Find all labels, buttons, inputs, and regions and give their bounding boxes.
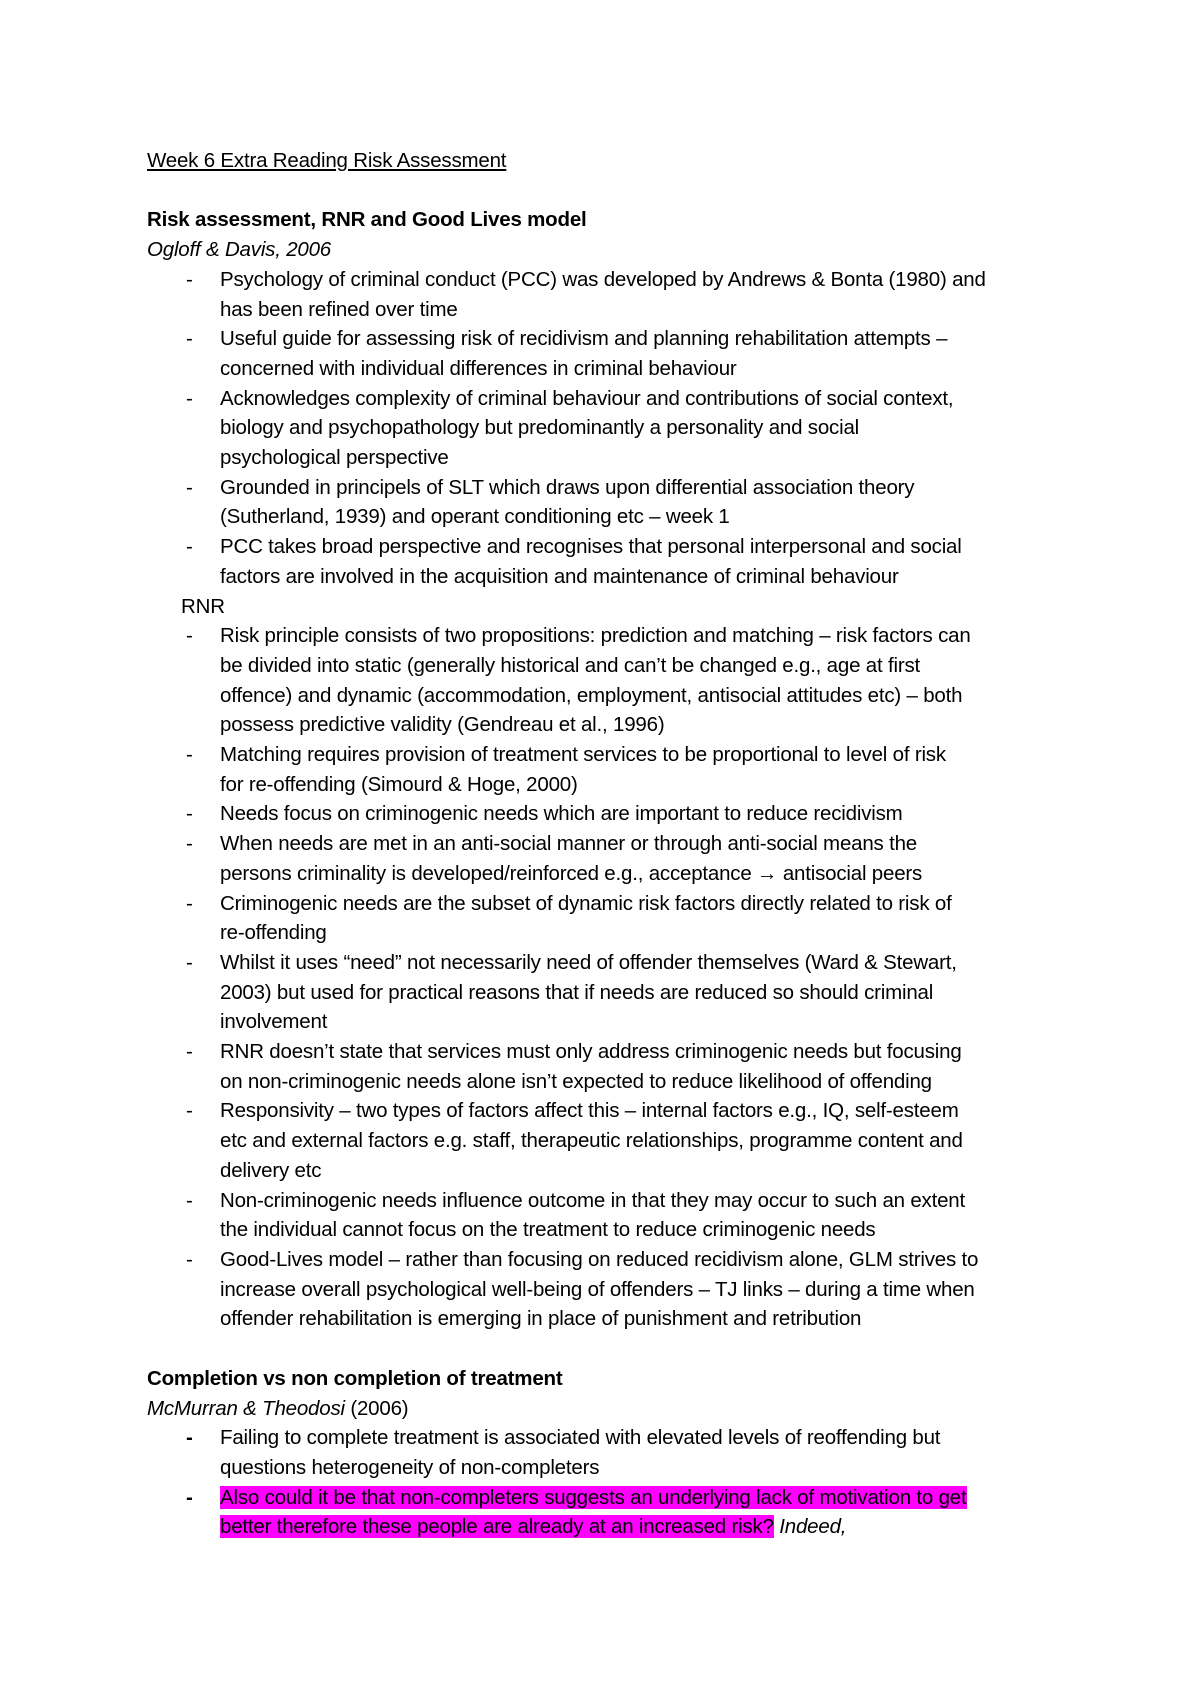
section-completion-treatment	[147, 1364, 1067, 1542]
section-heading: Completion vs non completion of treatment	[147, 1366, 563, 1390]
bullet-line: re-offending	[220, 921, 327, 945]
list-item	[147, 740, 1067, 799]
bullet-line: - Risk principle consists of two propositions: prediction and matching – risk factors can	[220, 624, 971, 648]
bullet-line	[220, 1483, 1067, 1513]
bullet-line: involvement	[220, 1010, 328, 1034]
document-title: Week 6 Extra Reading Risk Assessment	[147, 149, 507, 172]
bullet-line: possess predictive validity (Gendreau et al., 1996)	[220, 713, 665, 737]
bullet-line: - RNR doesn’t state that services must only address criminogenic needs but focusing	[220, 1040, 962, 1064]
citation	[147, 1394, 1067, 1424]
document-body	[147, 146, 1067, 1542]
bullet-line: psychological perspective	[220, 446, 449, 470]
citation-author: McMurran & Theodosi	[147, 1396, 345, 1420]
paragraph-spacer	[147, 1334, 1067, 1364]
bullet-line: - Grounded in principels of SLT which draws upon differential association theory	[220, 475, 915, 499]
bullet-line: - Good-Lives model – rather than focusing on reduced recidivism alone, GLM strives to	[220, 1248, 979, 1271]
bullet-line: - Failing to complete treatment is associated with elevated levels of reoffending but	[220, 1426, 941, 1450]
bullet-line: for re-offending (Simourd & Hoge, 2000)	[220, 772, 578, 796]
list-item	[147, 265, 1067, 324]
bullet-line: - When needs are met in an anti-social manner or through anti-social means the	[220, 832, 917, 856]
list-item	[147, 532, 1067, 591]
bullet-line: (Sutherland, 1939) and operant conditioning etc – week 1	[220, 505, 730, 529]
bullet-line: - Criminogenic needs are the subset of dynamic risk factors directly related to risk of	[220, 891, 952, 915]
bullet-line: has been refined over time	[220, 297, 458, 321]
bullet-line: - Non-criminogenic needs influence outcome in that they may occur to such an extent	[220, 1188, 965, 1212]
list-item	[147, 1245, 1067, 1334]
bullet-line: increase overall psychological well-being of offenders – TJ links – during a time when	[220, 1277, 975, 1301]
list-item	[147, 1483, 1067, 1542]
bullet-line: offence) and dynamic (accommodation, employment, antisocial attitudes etc) – both	[220, 683, 963, 707]
citation-year: (2006)	[344, 1396, 409, 1420]
list-item	[147, 473, 1067, 532]
rnr-bullet-list	[147, 621, 1067, 1334]
bullet-line: - Responsivity – two types of factors affect this – internal factors e.g., IQ, self-esteem	[220, 1099, 959, 1123]
bullet-line: delivery etc	[220, 1158, 322, 1182]
bullet-line: questions heterogeneity of non-completers	[220, 1455, 600, 1479]
list-item	[147, 1186, 1067, 1245]
bullet-line: be divided into static (generally historical and can’t be changed e.g., age at first	[220, 653, 920, 677]
list-item	[147, 1037, 1067, 1096]
bullet-line: on non-criminogenic needs alone isn’t expected to reduce likelihood of offending	[220, 1069, 932, 1093]
trailing-italic-text: Indeed,	[773, 1515, 847, 1539]
list-item	[147, 1096, 1067, 1185]
bullet-line: etc and external factors e.g. staff, therapeutic relationships, programme content and	[220, 1129, 963, 1153]
list-item	[147, 621, 1067, 740]
bullet-line: - Psychology of criminal conduct (PCC) was developed by Andrews & Bonta (1980) and	[220, 267, 986, 291]
list-item	[147, 1423, 1067, 1482]
bullet-line: - Matching requires provision of treatment services to be proportional to level of risk	[220, 743, 946, 767]
bullet-line: biology and psychopathology but predominantly a personality and social	[220, 416, 860, 440]
pcc-bullet-list	[147, 265, 1067, 592]
bullet-line: persons criminality is developed/reinforced e.g., acceptance → antisocial peers	[220, 861, 923, 885]
bullet-line: - PCC takes broad perspective and recognises that personal interpersonal and social	[220, 535, 962, 559]
bullet-line	[220, 1512, 1067, 1542]
list-item	[147, 384, 1067, 473]
citation-author: Ogloff & Davis, 2006	[147, 238, 332, 262]
section-risk-assessment	[147, 205, 1067, 1334]
list-item	[147, 799, 1067, 829]
bullet-line: concerned with individual differences in criminal behaviour	[220, 356, 737, 380]
bullet-line: the individual cannot focus on the treatment to reduce criminogenic needs	[220, 1218, 876, 1242]
list-item	[147, 829, 1067, 888]
bullet-line: 2003) but used for practical reasons that if needs are reduced so should criminal	[220, 980, 934, 1004]
list-item	[147, 948, 1067, 1037]
bullet-line: offender rehabilitation is emerging in place of punishment and retribution	[220, 1307, 862, 1331]
bullet-line: - Acknowledges complexity of criminal behaviour and contributions of social context,	[220, 386, 954, 410]
bullet-line: - Needs focus on criminogenic needs which are important to reduce recidivism	[220, 802, 903, 826]
highlighted-text: Also could it be that non-completers suggests an underlying lack of motivation to get	[220, 1485, 967, 1509]
completion-bullet-list	[147, 1423, 1067, 1542]
bullet-line: - Useful guide for assessing risk of recidivism and planning rehabilitation attempts –	[220, 327, 948, 351]
bullet-line: - Whilst it uses “need” not necessarily need of offender themselves (Ward & Stewart,	[220, 950, 957, 974]
section-heading: Risk assessment, RNR and Good Lives model	[147, 208, 587, 232]
list-item	[147, 889, 1067, 948]
list-item	[147, 324, 1067, 383]
rnr-subheading: RNR	[181, 594, 225, 618]
bullet-line: factors are involved in the acquisition and maintenance of criminal behaviour	[220, 564, 899, 588]
highlighted-text: better therefore these people are already at an increased risk?	[220, 1515, 774, 1539]
